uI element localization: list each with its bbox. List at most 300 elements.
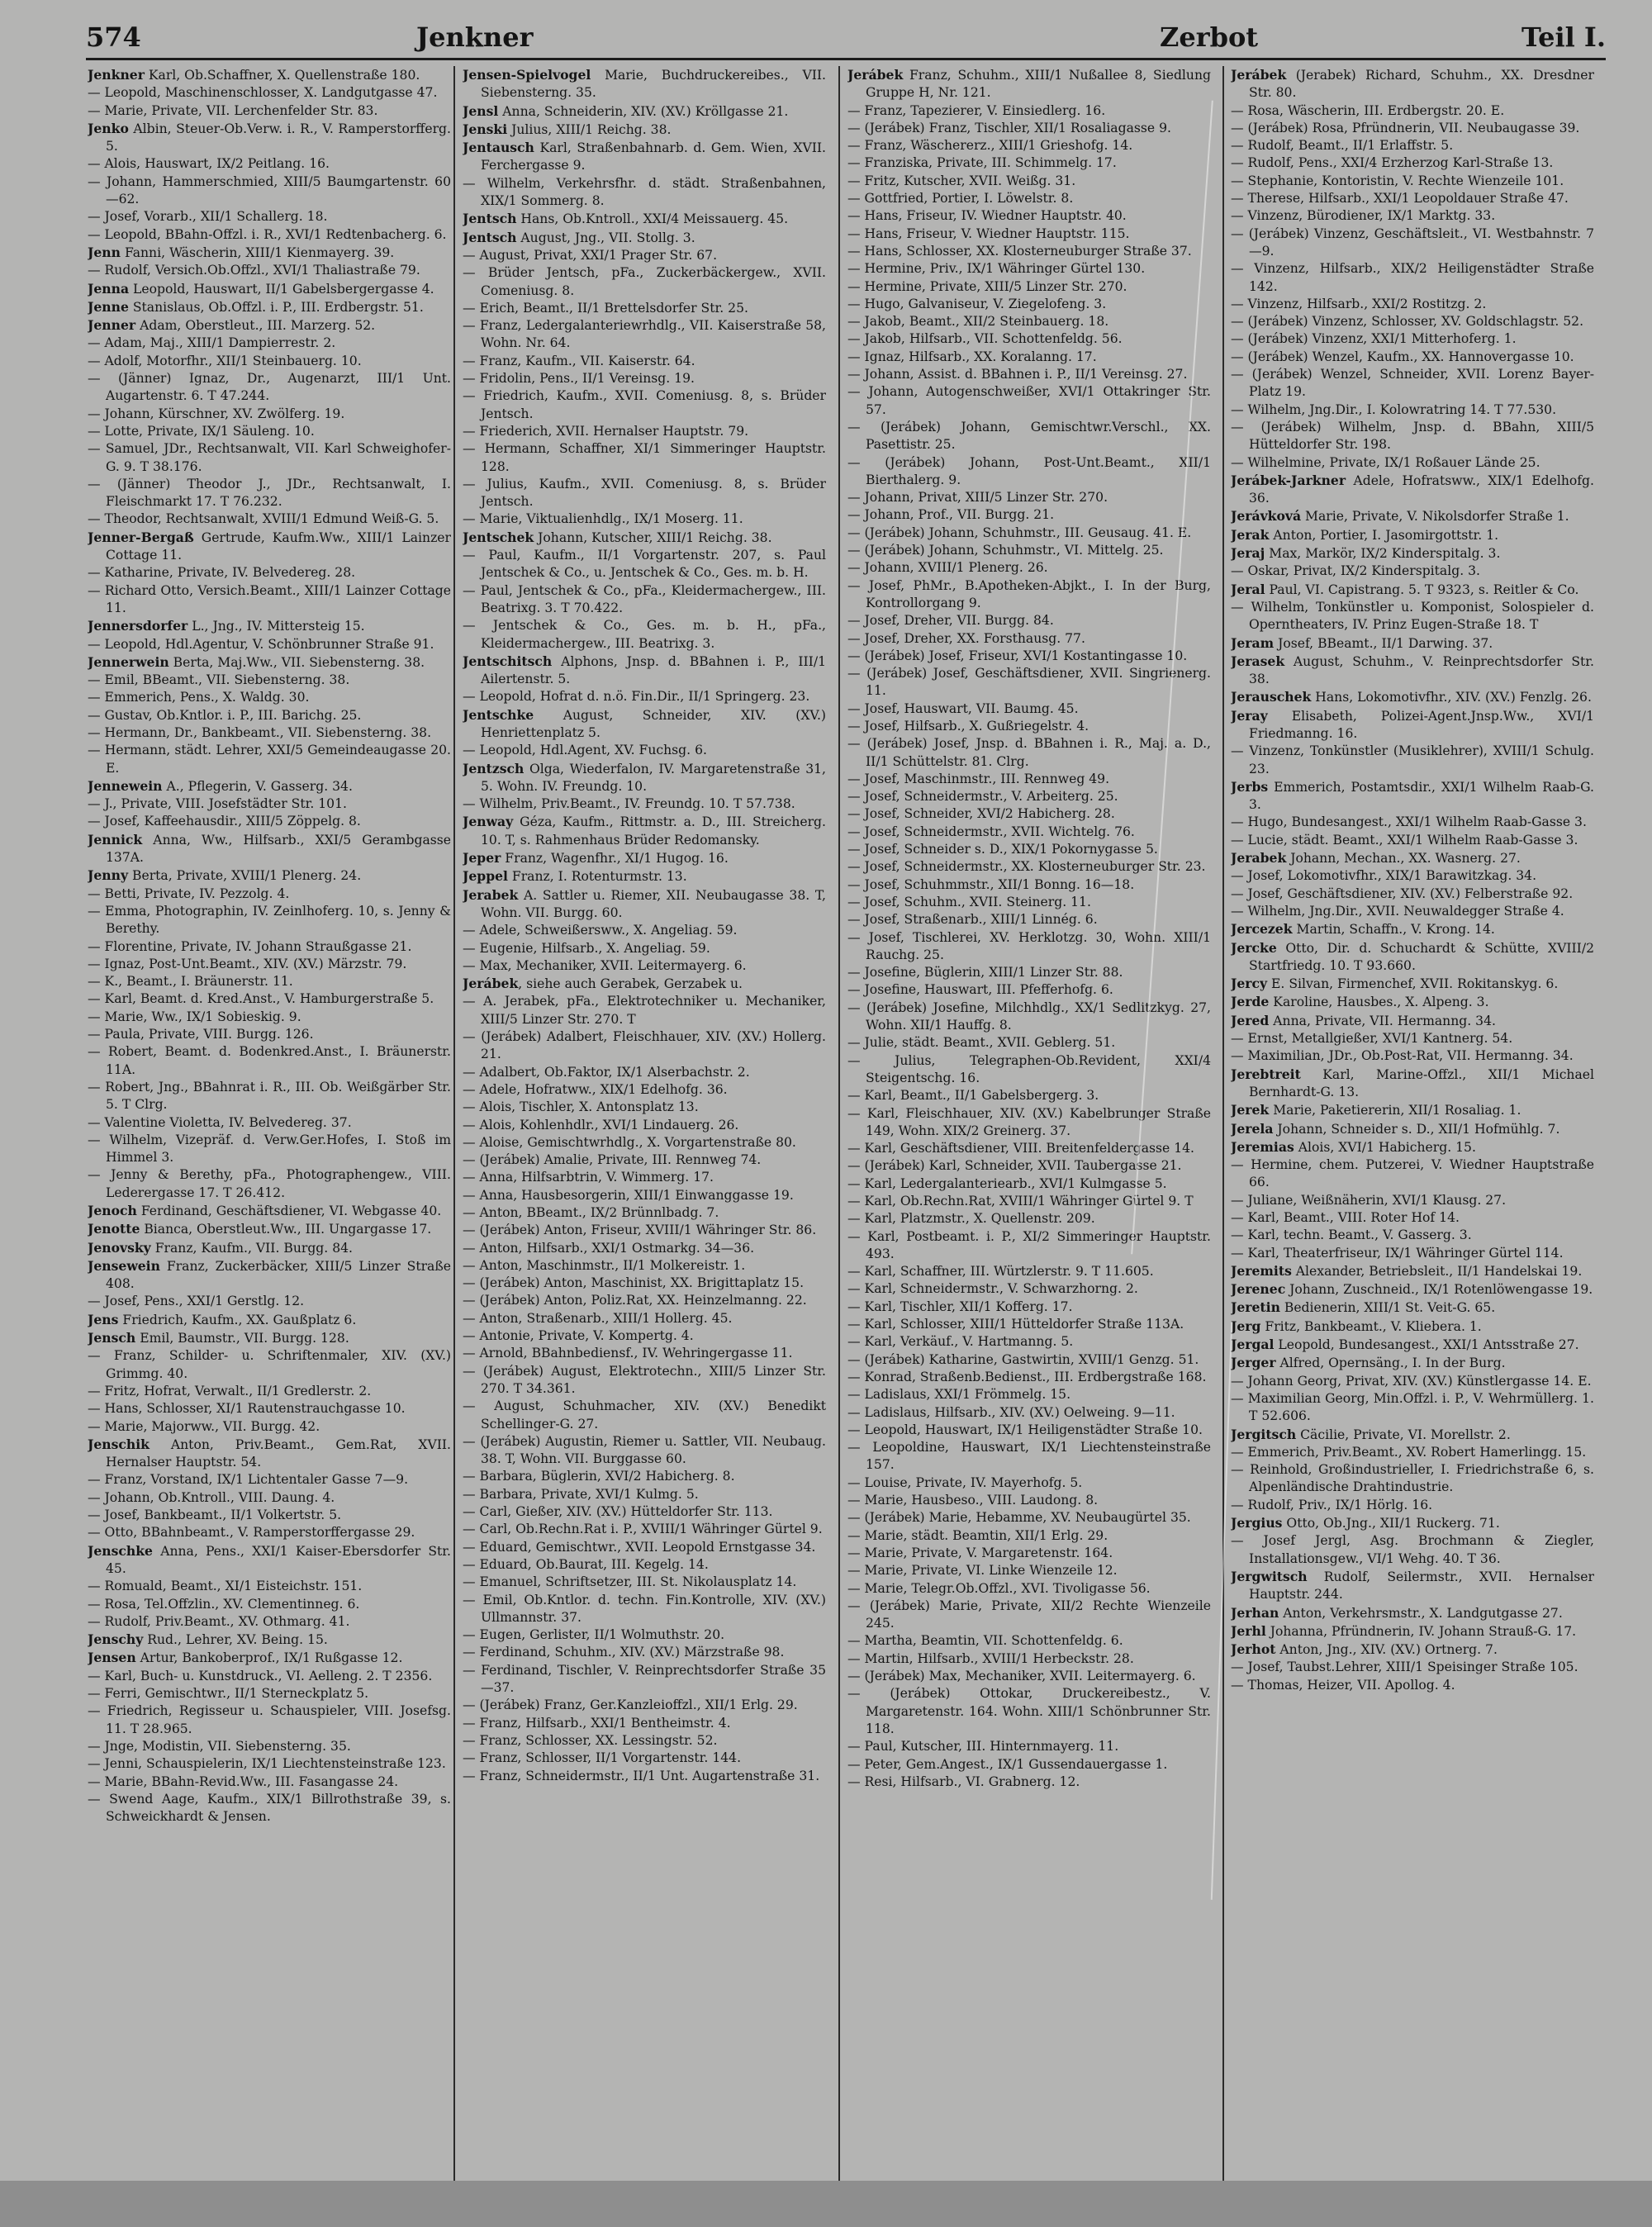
entry-surname: Jercke	[1231, 939, 1277, 956]
entry-text: — Hermann, Dr., Bankbeamt., VII. Siebensterng. 38.	[88, 724, 432, 740]
entry-text: — Marie, Private, VI. Linke Wienzeile 12.	[847, 1563, 1118, 1579]
directory-entry	[88, 1791, 451, 1826]
directory-entry	[463, 370, 826, 387]
directory-entry	[463, 547, 826, 582]
directory-entry	[88, 1166, 451, 1202]
entry-text: — Friedrich, Regisseur u. Schauspieler, VIII. Josefsg. 11. T 28.965.	[88, 1703, 451, 1736]
directory-entry	[88, 582, 451, 618]
entry-text: — Stephanie, Kontoristin, V. Rechte Wienzeile 101.	[1231, 173, 1564, 188]
entry-surname: Jentzsch	[463, 760, 525, 776]
entry-text: — Rudolf, Versich.Ob.Offzl., XVI/1 Thaliastraße 79.	[88, 263, 420, 278]
entry-surname: Jeppel	[463, 868, 508, 885]
entry-text: — Adele, Hofratww., XIX/1 Edelhofg. 36.	[463, 1081, 728, 1097]
entry-text: — K., Beamt., I. Bräunerstr. 11.	[88, 974, 293, 990]
directory-entry	[847, 1580, 1211, 1598]
entry-text: Elisabeth, Polizei-Agent.Jnsp.Ww., XVI/1 Friedmanng. 16.	[1249, 708, 1594, 741]
entry-surname: Jerek	[1231, 1102, 1270, 1118]
directory-entry	[88, 867, 451, 885]
entry-text: — Ignaz, Hilfsarb., XX. Koralanng. 17.	[847, 349, 1097, 364]
entry-text: — Fridolin, Pens., II/1 Vereinsg. 19.	[463, 371, 695, 387]
directory-entry	[463, 1222, 826, 1239]
entry-text: — Jenni, Schauspielerin, IX/1 Liechtensteinstraße 123.	[88, 1756, 446, 1772]
directory-entry	[847, 630, 1211, 648]
directory-entry	[463, 1521, 826, 1538]
directory-entry	[847, 1422, 1211, 1439]
directory-entry	[1231, 1262, 1594, 1280]
directory-entry	[88, 529, 451, 565]
directory-entry	[847, 525, 1211, 542]
entry-text: — Josef, PhMr., B.Apotheken-Abjkt., I. In der Burg, Kontrollorgang 9.	[847, 577, 1211, 610]
directory-entry	[847, 612, 1211, 629]
entry-text: — Franz, Vorstand, IX/1 Lichtentaler Gasse 7—9.	[88, 1472, 409, 1488]
entry-text: Anna, Schneiderin, XIV. (XV.) Kröllgasse 21.	[498, 103, 789, 119]
directory-entry	[88, 1668, 451, 1685]
directory-entry	[847, 349, 1211, 366]
entry-surname: Jerbs	[1231, 778, 1269, 795]
directory-entry	[1231, 1426, 1594, 1444]
entry-text: — Anton, Straßenarb., XIII/1 Hollerg. 45.	[463, 1310, 733, 1326]
directory-entry	[463, 760, 826, 796]
entry-text: — Resi, Hilfsarb., VI. Grabnerg. 12.	[847, 1774, 1080, 1789]
directory-entry	[847, 648, 1211, 665]
entry-text: — (Jerábek) Adalbert, Fleischhauer, XIV. (XV.) Hollerg. 21.	[463, 1029, 826, 1062]
directory-entry	[1231, 1390, 1594, 1426]
directory-entry	[847, 1263, 1211, 1280]
entry-surname: Jerela	[1231, 1120, 1274, 1137]
entry-text: — Lotte, Private, IX/1 Säuleng. 10.	[88, 423, 315, 439]
entry-text: — Josef, Vorarb., XII/1 Schallerg. 18.	[88, 209, 328, 225]
entry-text: — Franziska, Private, III. Schimmelg. 17.	[847, 155, 1117, 171]
directory-entry	[88, 1542, 451, 1579]
entry-surname: Jerhan	[1231, 1604, 1279, 1621]
entry-text: — Fritz, Kutscher, XVII. Weißg. 31.	[847, 173, 1076, 188]
directory-entry	[1231, 1622, 1594, 1641]
entry-text: — Ernst, Metallgießer, XVI/1 Kantnerg. 54.	[1231, 1031, 1513, 1047]
entry-text: — Ferdinand, Tischler, V. Reinprechtsdorfer Straße 35—37.	[463, 1662, 826, 1696]
directory-entry	[463, 849, 826, 867]
directory-entry	[88, 335, 451, 352]
entry-text: Fritz, Bankbeamt., V. Kliebera. 1.	[1260, 1318, 1482, 1334]
entry-text: — (Jänner) Theodor J., JDr., Rechtsanwalt, I. Fleischmarkt 17. T 76.232.	[88, 476, 451, 510]
entry-text: Franz, Zuckerbäcker, XIII/5 Linzer Straße 408.	[106, 1258, 451, 1292]
directory-entry	[1231, 1066, 1594, 1102]
entry-text: — Johann Georg, Privat, XIV. (XV.) Künstlergasse 14. E.	[1231, 1373, 1592, 1389]
directory-entry	[88, 316, 451, 335]
entry-text: — (Jerábek) Augustin, Riemer u. Sattler, VII. Neubaug. 38. T, Wohn. VII. Burggasse 60.	[463, 1433, 826, 1467]
entry-text: Marie, Private, V. Nikolsdorfer Straße 1.	[1301, 509, 1569, 525]
entry-text: Adele, Hofratsww., XIX/1 Edelhofg. 36.	[1249, 472, 1594, 506]
directory-entry	[463, 317, 826, 353]
entry-surname: Jerauschek	[1231, 689, 1312, 705]
entry-text: — (Jerábek) Johann, Gemischtwr.Verschl., XX. Pasettistr. 25.	[847, 419, 1211, 453]
directory-entry	[847, 330, 1211, 348]
entry-text: — Ferri, Gemischtwr., II/1 Sterneckplatz 5.	[88, 1686, 369, 1702]
entry-text: — Karl, Beamt., II/1 Gabelsbergerg. 3.	[847, 1088, 1099, 1104]
entry-text: — Karl, Schneidermstr., V. Schwarzhorng. 2.	[847, 1281, 1138, 1297]
directory-entry	[847, 735, 1211, 771]
directory-entry	[1231, 707, 1594, 743]
entry-text: — J., Private, VIII. Josefstädter Str. 101.	[88, 796, 347, 812]
entry-text: — Jentschek & Co., Ges. m. b. H., pFa., Kleidermachergew., III. Beatrixg. 3.	[463, 618, 826, 651]
entry-surname: Jenschik	[88, 1436, 150, 1452]
directory-entry	[1231, 1101, 1594, 1119]
entry-text: — (Jerábek) Vinzenz, XXI/1 Mitterhoferg. 1.	[1231, 331, 1517, 347]
entry-text: — Ladislaus, XXI/1 Frömmelg. 15.	[847, 1387, 1071, 1403]
directory-entry	[1231, 849, 1594, 867]
directory-entry	[463, 1292, 826, 1309]
directory-entry	[847, 1545, 1211, 1562]
entry-text: — Rosa, Tel.Offzlin., XV. Clementinneg. 6.	[88, 1596, 360, 1612]
directory-entry	[88, 672, 451, 689]
entry-text: — Franz, Tapezierer, V. Einsiedlerg. 16.	[847, 102, 1106, 118]
column-divider	[453, 66, 455, 2181]
entry-text: — Marie, Viktualienhdlg., IX/1 Moserg. 11.	[463, 511, 743, 527]
entry-text: — Franz, Schilder- u. Schriftenmaler, XIV. (XV.) Grimmg. 40.	[88, 1348, 451, 1381]
entry-text: — Johann, Hammerschmied, XIII/5 Baumgartenstr. 60—62.	[88, 173, 451, 207]
directory-entry	[847, 1492, 1211, 1509]
directory-entry	[88, 1524, 451, 1541]
directory-entry	[1231, 975, 1594, 993]
directory-entry	[1231, 296, 1594, 313]
entry-text: — Fritz, Hofrat, Verwalt., II/1 Gredlerstr. 2.	[88, 1383, 372, 1398]
directory-entry	[88, 831, 451, 867]
directory-entry	[847, 278, 1211, 296]
directory-entry	[88, 1685, 451, 1702]
directory-entry	[847, 1193, 1211, 1210]
entry-surname: Jenschke	[88, 1542, 153, 1559]
directory-entry	[463, 1768, 826, 1785]
entry-text: Hans, Lokomotivfhr., XIV. (XV.) Fenzlg. 26.	[1311, 690, 1592, 705]
entry-text: Otto, Ob.Jng., XII/1 Ruckerg. 71.	[1282, 1516, 1500, 1531]
entry-text: — Ignaz, Post-Unt.Beamt., XIV. (XV.) Märzstr. 79.	[88, 956, 407, 971]
directory-entry	[1231, 1354, 1594, 1372]
directory-entry	[1231, 1120, 1594, 1138]
directory-entry	[1231, 313, 1594, 330]
directory-entry	[463, 353, 826, 370]
entry-surname: Jenway	[463, 814, 514, 830]
directory-entry	[847, 1140, 1211, 1157]
entry-surname: Jerebtreit	[1231, 1066, 1301, 1082]
entry-surname: Jenoch	[88, 1203, 137, 1218]
directory-entry	[88, 1738, 451, 1755]
entry-surname: Jerábek-Jarkner	[1231, 472, 1346, 488]
directory-entry	[847, 1439, 1211, 1474]
entry-surname: Jennerwein	[88, 653, 169, 670]
directory-entry	[847, 577, 1211, 613]
entry-text: Bianca, Oberstleut.Ww., III. Ungargasse 17.	[140, 1222, 432, 1237]
entry-text: August, Schuhm., V. Reinprechtsdorfer Str. 38.	[1249, 653, 1594, 687]
entry-text: — (Jerábek) Josef, Jnsp. d. BBahnen i. R., Maj. a. D., II/1 Schüttelstr. 81. Clrg.	[847, 736, 1211, 769]
entry-surname: Jerenec	[1231, 1281, 1286, 1298]
entry-text: Fanni, Wäscherin, XIII/1 Kienmayerg. 39.	[120, 245, 395, 260]
entry-text: — Hans, Schlosser, XX. Klosterneuburger Straße 37.	[847, 243, 1192, 259]
directory-entry	[463, 1327, 826, 1345]
entry-text: — Paula, Private, VIII. Burgg. 126.	[88, 1027, 314, 1042]
entry-text: Leopold, Bundesangest., XXI/1 Antsstraße 27.	[1274, 1337, 1579, 1353]
entry-text: — Hermine, Priv., IX/1 Währinger Gürtel 130.	[847, 261, 1146, 277]
entry-text: — Samuel, JDr., Rechtsanwalt, VII. Karl Schweighofer-G. 9. T 38.176.	[88, 441, 451, 474]
entry-text: — Wilhelm, Jng.Dir., I. Kolowratring 14. T 77.530.	[1231, 401, 1557, 417]
directory-entry	[1231, 120, 1594, 137]
entry-text: Johann, Schneider s. D., XII/1 Hofmühlg. 7.	[1273, 1121, 1560, 1137]
directory-entry	[1231, 886, 1594, 903]
directory-entry	[88, 1220, 451, 1238]
directory-entry	[463, 867, 826, 886]
directory-entry	[88, 120, 451, 156]
directory-entry	[463, 653, 826, 689]
directory-entry	[88, 707, 451, 724]
directory-entry	[463, 886, 826, 923]
directory-entry	[847, 1210, 1211, 1227]
directory-entry	[1231, 1030, 1594, 1047]
directory-entry	[1231, 1209, 1594, 1227]
page-header	[86, 18, 1606, 56]
entry-surname: Jerde	[1231, 994, 1270, 1010]
entry-text: — Karl, Beamt., VIII. Roter Hof 14.	[1231, 1210, 1460, 1225]
directory-entry	[847, 841, 1211, 858]
entry-surname: Jennewein	[88, 777, 163, 794]
entry-text: — Vinzenz, Hilfsarb., XIX/2 Heiligenstädter Straße 142.	[1231, 261, 1594, 294]
directory-entry	[847, 824, 1211, 841]
directory-entry	[463, 1310, 826, 1327]
entry-text: E. Silvan, Firmenchef, XVII. Rokitanskyg. 6.	[1267, 976, 1559, 992]
entry-text: — Rudolf, Priv., IX/1 Hörlg. 16.	[1231, 1497, 1433, 1512]
directory-entry	[88, 1132, 451, 1167]
entry-text: — Karl, Geschäftsdiener, VIII. Breitenfeldergasse 14.	[847, 1141, 1195, 1156]
entry-text: — Josefine, Hauswart, III. Pfefferhofg. 6.	[847, 982, 1113, 998]
directory-entry	[463, 229, 826, 247]
directory-entry	[463, 975, 826, 993]
entry-text: — Karl, Postbeamt. i. P., XI/2 Simmeringer Hauptstr. 493.	[847, 1228, 1211, 1261]
entry-text: Johann, Kutscher, XIII/1 Reichg. 38.	[534, 529, 772, 545]
entry-text: — Eduard, Gemischtwr., XVII. Leopold Ernstgasse 34.	[463, 1539, 816, 1555]
entry-text: — Brüder Jentsch, pFa., Zuckerbäckergew., XVII. Comeniusg. 8.	[463, 265, 826, 298]
entry-surname: Jergitsch	[1231, 1426, 1297, 1442]
entry-text: — Friedrich, Kaufm., XVII. Comeniusg. 8, s. Brüder Jentsch.	[463, 388, 826, 421]
directory-entry	[847, 805, 1211, 823]
directory-entry	[1231, 1677, 1594, 1694]
directory-entry	[463, 1187, 826, 1204]
directory-entry	[88, 1311, 451, 1329]
entry-text: — Robert, Jng., BBahnrat i. R., III. Ob. Weißgärber Str. 5. T Clrg.	[88, 1079, 451, 1113]
directory-entry	[847, 226, 1211, 243]
entry-text: Otto, Dir. d. Schuchardt & Schütte, XVIII/2 Startfriedg. 10. T 93.660.	[1249, 940, 1594, 973]
directory-entry	[847, 1756, 1211, 1774]
directory-entry	[1231, 939, 1594, 976]
entry-text: — Karl, Ledergalanteriearb., XVI/1 Kulmgasse 5.	[847, 1175, 1167, 1191]
directory-entry	[847, 1299, 1211, 1316]
directory-entry	[88, 1347, 451, 1383]
entry-text: — (Jerábek) Wenzel, Schneider, XVII. Lorenz Bayer-Platz 19.	[1231, 367, 1594, 400]
directory-entry	[847, 1404, 1211, 1422]
entry-text: — Karl, Beamt. d. Kred.Anst., V. Hamburgerstraße 5.	[88, 991, 434, 1007]
entry-text: — (Jerábek) Wenzel, Kaufm., XX. Hannovergasse 10.	[1231, 349, 1574, 364]
directory-entry	[463, 1486, 826, 1503]
entry-text: — Karl, techn. Beamt., V. Gasserg. 3.	[1231, 1227, 1472, 1243]
directory-entry	[1231, 1318, 1594, 1336]
entry-text: Friedrich, Kaufm., XX. Gaußplatz 6.	[118, 1312, 357, 1327]
directory-entry	[847, 911, 1211, 928]
entry-text: Anton, Portier, I. Jasomirgottstr. 1.	[1269, 527, 1499, 543]
directory-entry	[1231, 1227, 1594, 1244]
entry-surname: Jeremits	[1231, 1262, 1292, 1279]
directory-entry	[1231, 634, 1594, 653]
column-4	[1231, 66, 1594, 2181]
directory-entry	[88, 813, 451, 830]
entry-surname: Jergwitsch	[1231, 1568, 1308, 1584]
entry-surname: Jenny	[88, 867, 129, 884]
entry-text: — Rudolf, Priv.Beamt., XV. Othmarg. 41.	[88, 1613, 350, 1629]
entry-text: — (Jerábek) Marie, Private, XII/2 Rechte Wienzeile 245.	[847, 1598, 1211, 1631]
entry-surname: Jeral	[1231, 581, 1265, 597]
entry-surname: Jeremias	[1231, 1138, 1294, 1155]
entry-text: Gertrude, Kaufm.Ww., XIII/1 Lainzer Cottage 11.	[106, 529, 451, 563]
directory-entry	[847, 964, 1211, 981]
entry-text: Berta, Maj.Ww., VII. Siebensterng. 38.	[169, 654, 425, 670]
entry-surname: Jenotte	[88, 1221, 140, 1237]
directory-entry	[847, 506, 1211, 524]
directory-entry	[463, 139, 826, 175]
entry-surname: Jensewein	[88, 1257, 160, 1274]
entry-text: — Louise, Private, IV. Mayerhofg. 5.	[847, 1474, 1083, 1490]
entry-surname: Jentsch	[463, 211, 517, 227]
entry-surname: Jentschitsch	[463, 653, 553, 669]
directory-entry	[1231, 920, 1594, 938]
directory-entry	[1231, 1373, 1594, 1390]
entry-text: Albin, Steuer-Ob.Verw. i. R., V. Ramperstorfferg. 5.	[106, 121, 451, 154]
entry-surname: Jerabek	[1231, 850, 1287, 867]
directory-entry	[1231, 454, 1594, 472]
directory-entry	[463, 1169, 826, 1186]
directory-entry	[847, 154, 1211, 172]
directory-entry	[1231, 688, 1594, 706]
entry-text: — Anton, Hilfsarb., XXI/1 Ostmarkg. 34—36.	[463, 1240, 755, 1256]
directory-entry	[1231, 260, 1594, 296]
directory-entry	[463, 1363, 826, 1398]
entry-text: — Josef, Schuhm., XVII. Steinerg. 11.	[847, 894, 1091, 909]
entry-text: — Valentine Violetta, IV. Belvedereg. 37.	[88, 1114, 352, 1130]
directory-entry	[88, 1239, 451, 1257]
entry-surname: Jerg	[1231, 1318, 1261, 1334]
directory-entry	[463, 940, 826, 957]
directory-entry	[88, 903, 451, 938]
entry-text: — Franz, Hilfsarb., XXI/1 Bentheimstr. 4.	[463, 1715, 731, 1731]
entry-text: Artur, Bankoberprof., IX/1 Rußgasse 12.	[135, 1650, 403, 1666]
entry-text: — Erich, Beamt., II/1 Brettelsdorfer Str. 25.	[463, 300, 748, 316]
directory-entry	[463, 957, 826, 975]
directory-entry	[88, 777, 451, 795]
directory-entry	[463, 1134, 826, 1151]
entry-text: — Adalbert, Ob.Faktor, IX/1 Alserbachstr. 2.	[463, 1064, 750, 1080]
entry-surname: Jerávková	[1231, 508, 1302, 525]
entry-text: — Anna, Hilfsarbtrin, V. Wimmerg. 17.	[463, 1170, 714, 1185]
directory-entry	[463, 66, 826, 102]
directory-entry	[1231, 190, 1594, 207]
entry-text: — Josef, Schneidermstr., XVII. Wichtelg. 76.	[847, 824, 1135, 839]
entry-text: — Carl, Gießer, XIV. (XV.) Hütteldorfer Str. 113.	[463, 1504, 773, 1520]
directory-entry	[88, 353, 451, 370]
entry-text: — Julie, städt. Beamt., XVII. Geblerg. 51.	[847, 1035, 1116, 1051]
directory-entry	[847, 1087, 1211, 1104]
entry-text: — Otto, BBahnbeamt., V. Ramperstorffergasse 29.	[88, 1525, 415, 1541]
directory-entry	[88, 262, 451, 279]
directory-entry	[463, 1503, 826, 1521]
entry-text: — Franz, Schlosser, II/1 Vorgartenstr. 144.	[463, 1750, 742, 1766]
directory-entry	[88, 1043, 451, 1079]
directory-entry	[88, 155, 451, 173]
entry-text: — Josef, Kaffeehausdir., XIII/5 Zöppelg. 8.	[88, 814, 361, 829]
directory-entry	[847, 1052, 1211, 1088]
directory-entry	[463, 813, 826, 849]
directory-entry	[1231, 903, 1594, 920]
entry-surname: Jeram	[1231, 634, 1275, 651]
entry-text: Stanislaus, Ob.Offzl. i. P., III. Erdbergstr. 51.	[128, 299, 424, 315]
entry-text: Ferdinand, Geschäftsdiener, VI. Webgasse 40.	[136, 1204, 442, 1218]
directory-entry	[1231, 814, 1594, 831]
page-number: 574	[86, 21, 141, 53]
entry-text: — Emil, Ob.Kntlor. d. techn. Fin.Kontrolle, XIV. (XV.) Ullmannstr. 37.	[463, 1592, 826, 1625]
entry-surname: Jerábek	[847, 67, 904, 83]
entry-text: — August, Schuhmacher, XIV. (XV.) Benedikt Schellinger-G. 27.	[463, 1398, 826, 1432]
entry-text: — Karl, Tischler, XII/1 Kofferg. 17.	[847, 1299, 1073, 1314]
directory-entry	[463, 795, 826, 813]
entry-text: Franz, I. Rotenturmstr. 13.	[507, 869, 687, 885]
directory-entry	[88, 973, 451, 990]
entry-surname: Jennick	[88, 831, 143, 848]
entry-text: Max, Markör, IX/2 Kinderspitalg. 3.	[1265, 546, 1501, 562]
directory-entry	[847, 1650, 1211, 1668]
entry-text: L., Jng., IV. Mittersteig 15.	[188, 619, 365, 634]
entry-text: — Friederich, XVII. Hernalser Hauptstr. 79.	[463, 423, 749, 439]
entry-text: — Josef Jergl, Asg. Brochmann & Ziegler, Installationsgew., VI/1 Wehg. 40. T 36.	[1231, 1533, 1594, 1566]
directory-entry	[88, 84, 451, 102]
entry-surname: Jerhot	[1231, 1641, 1276, 1658]
entry-surname: Jeper	[463, 850, 501, 867]
directory-entry	[1231, 581, 1594, 599]
entry-text: — (Jerábek) Johann, Schuhmstr., III. Geusaug. 41. E.	[847, 525, 1192, 540]
entry-text: — Barbara, Büglerin, XVI/2 Habicherg. 8.	[463, 1469, 735, 1484]
entry-surname: Jentschke	[463, 706, 534, 723]
entry-text: Berta, Private, XVIII/1 Plenerg. 24.	[128, 868, 362, 884]
directory-entry	[847, 1774, 1211, 1791]
directory-entry	[88, 423, 451, 440]
entry-text: Rud., Lehrer, XV. Being. 15.	[143, 1632, 328, 1648]
directory-entry	[88, 1507, 451, 1524]
entry-text: Anton, Priv.Beamt., Gem.Rat, XVII. Hernalser Hauptstr. 54.	[106, 1436, 451, 1470]
directory-entry	[1231, 1461, 1594, 1497]
directory-entry	[847, 1598, 1211, 1633]
directory-entry	[88, 1329, 451, 1347]
page-bottom-edge	[0, 2181, 1652, 2227]
entry-text: — Leopold, BBahn-Offzl. i. R., XVI/1 Redtenbacherg. 6.	[88, 226, 447, 242]
entry-text: — Josef, Dreher, XX. Forsthausg. 77.	[847, 630, 1085, 646]
directory-entry	[847, 929, 1211, 965]
entry-text: — (Jerábek) Wilhelm, Jnsp. d. BBahn, XIII/5 Hütteldorfer Str. 198.	[1231, 419, 1594, 453]
directory-entry	[88, 1613, 451, 1631]
entry-surname: Jerhl	[1231, 1622, 1266, 1639]
entry-surname: Jentsch	[463, 229, 517, 245]
entry-text: — August, Privat, XXI/1 Prager Str. 67.	[463, 247, 718, 263]
entry-text: — (Jerábek) Rosa, Pfründnerin, VII. Neubaugasse 39.	[1231, 120, 1580, 135]
directory-entry	[1231, 349, 1594, 366]
entry-surname: Jercezek	[1231, 921, 1293, 938]
directory-entry	[1231, 743, 1594, 778]
directory-entry	[463, 993, 826, 1028]
directory-entry	[88, 440, 451, 476]
entry-text: — Hans, Friseur, V. Wiedner Hauptstr. 115.	[847, 226, 1130, 241]
entry-surname: Jensen-Spielvogel	[463, 67, 591, 83]
entry-surname: Jeray	[1231, 707, 1268, 724]
